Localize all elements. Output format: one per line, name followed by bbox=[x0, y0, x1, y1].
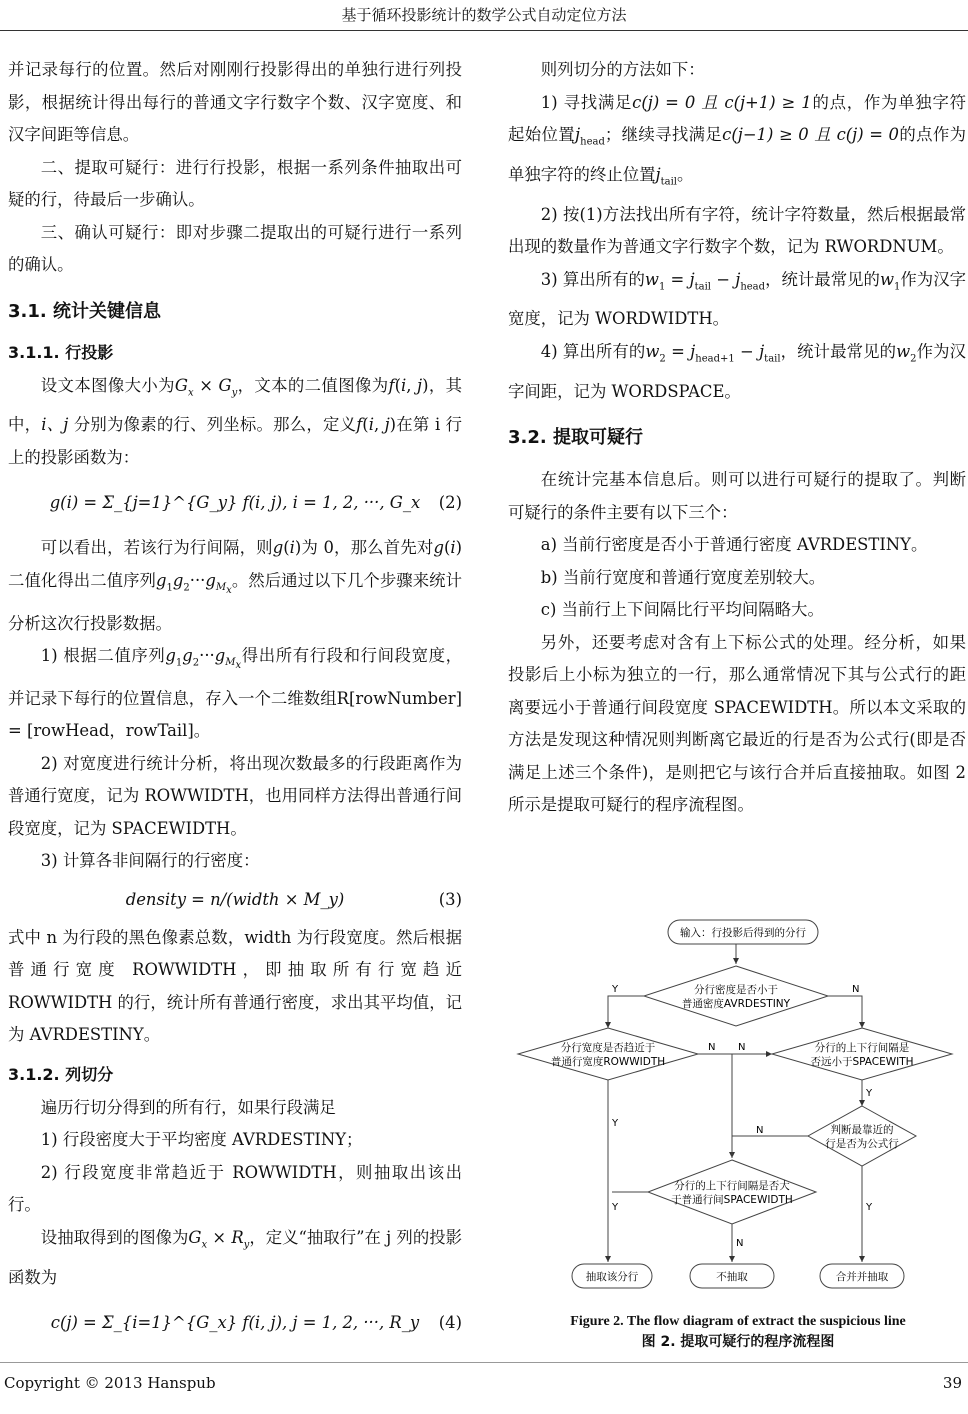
svg-text:输入：行投影后得到的分行: 输入：行投影后得到的分行 bbox=[680, 927, 806, 939]
paragraph: 在统计完基本信息后。则可以进行可疑行的提取了。判断可疑行的条件主要有以下三个： bbox=[508, 470, 966, 522]
flow-label-n: N bbox=[736, 1238, 744, 1249]
svg-text:于普通行间SPACEWIDTH: 于普通行间SPACEWIDTH bbox=[671, 1194, 793, 1206]
list-item: b) 当前行宽度和普通行宽度差别较大。 bbox=[540, 567, 826, 587]
paragraph: 另外，还要考虑对含有上下标公式的处理。经分析，如果投影后上小标为独立的一行，那么通常情况下其与公式行的距离要远小于普通行间段宽度 SPACEWIDTH。所以本文采取的方法是发现这种情况则判断离它最近的行是否为公式行(即是否满足上述三个条件)，是则把它与该行合并后直接抽取。如图 2 所示是提取可疑行的程序流程图。 bbox=[508, 632, 966, 815]
list-item: 2) 行段宽度非常趋近于 ROWWIDTH，则抽取出该出行。 bbox=[8, 1162, 462, 1215]
list-item: 2) 对宽度进行统计分析，将出现次数最多的行段距离作为普通行宽度，记为 ROWWIDTH，也用同样方法得出普通行间段宽度，记为 SPACEWIDTH。 bbox=[8, 753, 462, 838]
svg-text:分行的上下行间隔是否大: 分行的上下行间隔是否大 bbox=[674, 1180, 790, 1192]
equation-4: c(j) = Σ_{i=1}^{G_x} f(i, j), j = 1, 2, ···, R_y (4) bbox=[8, 1294, 462, 1352]
list-item: 3) 算出所有的$w_1 = j_{tail} - j_{head}$，统计最常见的$w_1$作为汉字宽度，记为 WORDWIDTH。 bbox=[508, 269, 967, 329]
flow-decision-formula-line bbox=[808, 1106, 916, 1166]
flow-label-n: N bbox=[756, 1125, 764, 1136]
list-item: 3) 计算各非间隔行的行密度： bbox=[40, 851, 260, 871]
svg-text:抽取该分行: 抽取该分行 bbox=[585, 1271, 639, 1283]
section-heading: 3.1. 统计关键信息 bbox=[8, 300, 161, 322]
list-item: 4) 算出所有的$w_2 = j_{head+1} - j_{tail}$，统计最常见的$w_2$作为汉字间距，记为 WORDSPACE。 bbox=[508, 341, 966, 401]
right-column bbox=[508, 54, 966, 822]
running-header: 基于循环投影统计的数学公式自动定位方法 bbox=[341, 6, 627, 24]
paragraph: 设抽取得到的图像为$G_x \times R_y$，定义“抽取行”在 j 列的投影函数为 bbox=[8, 1227, 463, 1287]
subsection-heading: 3.1.2. 列切分 bbox=[8, 1064, 114, 1084]
equation-2: g(i) = Σ_{j=1}^{G_y} f(i, j), i = 1, 2, ···, G_x (2) bbox=[8, 474, 462, 532]
list-item: a) 当前行密度是否小于普通行密度 AVRDESTINY。 bbox=[540, 535, 928, 555]
paragraph: 则列切分的方法如下： bbox=[540, 60, 705, 79]
paragraph: 可以看出，若该行为行间隔，则g(i)为 0，那么首先对g(i)二值化得出二值序列$g_1g_2\cdot\cdot\cdot g_{M_x}$。然后通过以下几个步骤来统计分析这次行投影数据。 bbox=[8, 538, 463, 633]
equation-number: (4) bbox=[438, 1312, 462, 1332]
flow-label-n: N bbox=[738, 1042, 746, 1053]
flow-output-merge bbox=[820, 1264, 904, 1288]
flow-label-y: Y bbox=[612, 1202, 619, 1213]
svg-text:分行密度是否小于: 分行密度是否小于 bbox=[694, 984, 778, 996]
list-item: 1) 行段密度大于平均密度 AVRDESTINY； bbox=[40, 1130, 363, 1150]
equation-number: (3) bbox=[438, 889, 462, 909]
footer-rule bbox=[0, 1362, 968, 1363]
flow-label-y: Y bbox=[866, 1088, 873, 1099]
paragraph: 设文本图像大小为$G_x \times G_y$，文本的二值图像为f(i, j)，其中，i、j 分别为像素的行、列坐标。那么，定义f(i, j)在第 i 行上的投影函数为： bbox=[8, 375, 463, 467]
svg-text:分行的上下行间隔是: 分行的上下行间隔是 bbox=[814, 1042, 910, 1054]
svg-text:不抽取: 不抽取 bbox=[716, 1271, 748, 1283]
flow-decision-spacing-large bbox=[648, 1160, 816, 1224]
flow-output-extract bbox=[572, 1264, 652, 1288]
svg-text:行是否为公式行: 行是否为公式行 bbox=[825, 1138, 899, 1150]
flow-label-y: Y bbox=[612, 1118, 619, 1129]
subsection-heading: 3.1.1. 行投影 bbox=[8, 342, 114, 362]
svg-text:分行宽度是否趋近于: 分行宽度是否趋近于 bbox=[560, 1042, 656, 1054]
figure-caption-zh: 图 2. 提取可疑行的程序流程图 bbox=[641, 1334, 835, 1350]
paragraph: 二、提取可疑行：进行行投影，根据一系列条件抽取出可疑的行，待最后一步确认。 bbox=[8, 157, 462, 209]
svg-text:否远小于SPACEWITH: 否远小于SPACEWITH bbox=[810, 1056, 914, 1068]
svg-text:普通密度AVRDESTINY: 普通密度AVRDESTINY bbox=[681, 998, 791, 1010]
equation-3: density = n/(width × M_y) (3) bbox=[8, 878, 462, 922]
paragraph: 式中 n 为行段的黑色像素总数，width 为行段宽度。然后根据普通行宽度 ROWWIDTH，即抽取所有行宽趋近 ROWWIDTH 的行，统计所有普通行密度，求出其平均值，记为 AVRDESTINY。 bbox=[8, 927, 462, 1045]
section-heading: 3.2. 提取可疑行 bbox=[508, 427, 643, 449]
flow-label-y: Y bbox=[612, 984, 619, 995]
list-item: 1) 根据二值序列$g_1g_2\cdot\cdot\cdot g_{M_x}$得出所有行段和行间段宽度，并记录下每行的位置信息，存入一个二维数组R[rowNumber] = [rowHead，rowTail]。 bbox=[8, 646, 462, 741]
list-item: c) 当前行上下间隔比行平均间隔略大。 bbox=[540, 600, 824, 620]
svg-text:普通行宽度ROWWIDTH: 普通行宽度ROWWIDTH bbox=[550, 1056, 666, 1068]
equation-number: (2) bbox=[438, 493, 462, 513]
paragraph: 遍历行切分得到的所有行，如果行段满足 bbox=[40, 1097, 336, 1117]
flow-decision-density bbox=[644, 966, 828, 1026]
header-rule bbox=[0, 30, 968, 31]
copyright: Copyright © 2013 Hanspub bbox=[4, 1374, 216, 1392]
flow-decision-spacing-small bbox=[772, 1028, 952, 1080]
figure-caption-en: Figure 2. The flow diagram of extract the suspicious line bbox=[570, 1314, 906, 1329]
flow-label-n: N bbox=[852, 984, 860, 995]
left-column bbox=[8, 54, 462, 1352]
figure-caption bbox=[508, 1312, 968, 1352]
flow-output-skip bbox=[690, 1264, 774, 1288]
flow-input-box bbox=[668, 920, 818, 944]
flowchart bbox=[512, 910, 968, 1300]
svg-text:判断最靠近的: 判断最靠近的 bbox=[830, 1124, 894, 1136]
flow-label-y: Y bbox=[866, 1202, 873, 1213]
paragraph: 三、确认可疑行：即对步骤二提取出的可疑行进行一系列的确认。 bbox=[8, 222, 462, 274]
page-number: 39 bbox=[942, 1374, 962, 1392]
svg-text:合并并抽取: 合并并抽取 bbox=[835, 1271, 889, 1283]
paragraph: 并记录每行的位置。然后对刚刚行投影得出的单独行进行列投影，根据统计得出每行的普通文字行数字个数、汉字宽度、和汉字间距等信息。 bbox=[8, 60, 462, 144]
list-item: 1) 寻找满足c(j) = 0 且 c(j+1) ≥ 1的点，作为单独字符起始位置$j_{head}$；继续寻找满足c(j−1) ≥ 0 且 c(j) = 0的点作为单独字符的终止位置$j_{tail}$。 bbox=[508, 92, 967, 188]
flow-label-n: N bbox=[708, 1042, 716, 1053]
flow-decision-width bbox=[518, 1028, 698, 1080]
list-item: 2) 按(1)方法找出所有字符，统计字符数量，然后根据最常出现的数量作为普通文字行数字个数，记为 RWORDNUM。 bbox=[508, 204, 966, 257]
